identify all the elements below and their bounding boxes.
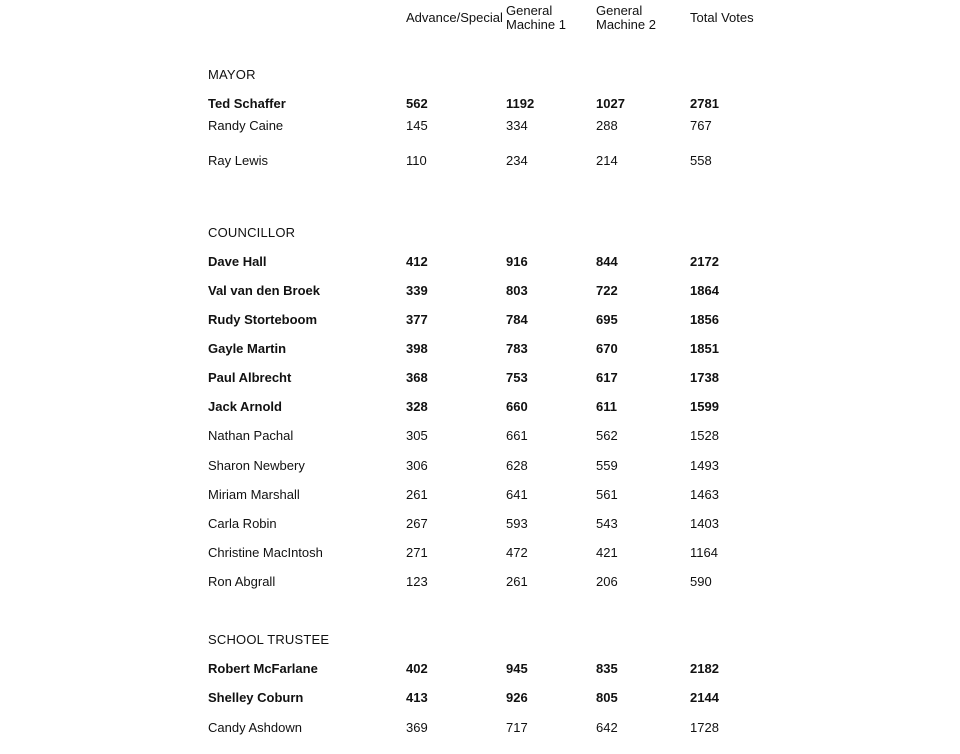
candidate-name: Jack Arnold <box>208 399 282 414</box>
total-votes: 1164 <box>690 545 718 560</box>
section-title-councillor: COUNCILLOR <box>208 225 296 240</box>
advance-votes: 306 <box>406 458 428 473</box>
advance-votes: 377 <box>406 312 428 327</box>
machine-2-votes: 642 <box>596 720 618 735</box>
machine-2-votes: 288 <box>596 118 618 133</box>
total-votes: 2182 <box>690 661 719 676</box>
machine-2-votes: 206 <box>596 574 618 589</box>
candidate-name: Miriam Marshall <box>208 487 300 502</box>
total-votes: 767 <box>690 118 712 133</box>
advance-votes: 123 <box>406 574 428 589</box>
candidate-name: Ray Lewis <box>208 153 268 168</box>
machine-2-votes: 670 <box>596 341 618 356</box>
candidate-name: Shelley Coburn <box>208 690 304 705</box>
table-row <box>0 152 960 170</box>
advance-votes: 412 <box>406 254 428 269</box>
table-row <box>0 369 960 387</box>
machine-1-votes: 1192 <box>506 96 535 111</box>
candidate-name: Rudy Storteboom <box>208 312 318 327</box>
advance-votes: 369 <box>406 720 428 735</box>
advance-votes: 562 <box>406 96 428 111</box>
machine-2-votes: 835 <box>596 661 618 676</box>
machine-1-votes: 661 <box>506 428 528 443</box>
machine-2-votes: 611 <box>596 399 617 414</box>
header-g2-line1: General <box>596 3 643 18</box>
machine-2-votes: 617 <box>596 370 618 385</box>
advance-votes: 261 <box>406 487 428 502</box>
advance-votes: 305 <box>406 428 428 443</box>
machine-1-votes: 945 <box>506 661 528 676</box>
machine-1-votes: 641 <box>506 487 528 502</box>
table-row <box>0 660 960 678</box>
table-row <box>0 253 960 271</box>
table-row <box>0 515 960 533</box>
machine-1-votes: 472 <box>506 545 528 560</box>
total-votes: 1463 <box>690 487 719 502</box>
candidate-name: Sharon Newbery <box>208 458 305 473</box>
table-row <box>0 95 960 113</box>
total-votes: 2172 <box>690 254 719 269</box>
machine-1-votes: 593 <box>506 516 528 531</box>
total-votes: 1728 <box>690 720 719 735</box>
machine-2-votes: 214 <box>596 153 618 168</box>
total-votes: 2144 <box>690 690 719 705</box>
advance-votes: 339 <box>406 283 428 298</box>
candidate-name: Val van den Broek <box>208 283 320 298</box>
table-row <box>0 689 960 707</box>
section-title-mayor: MAYOR <box>208 67 256 82</box>
advance-votes: 328 <box>406 399 428 414</box>
machine-2-votes: 722 <box>596 283 618 298</box>
machine-1-votes: 334 <box>506 118 528 133</box>
header-total-votes: Total Votes <box>690 10 754 25</box>
machine-2-votes: 559 <box>596 458 618 473</box>
machine-1-votes: 783 <box>506 341 528 356</box>
table-row <box>0 719 960 737</box>
machine-1-votes: 916 <box>506 254 528 269</box>
total-votes: 558 <box>690 153 712 168</box>
table-row <box>0 573 960 591</box>
machine-1-votes: 753 <box>506 370 528 385</box>
header-g1-line1: General <box>506 3 553 18</box>
total-votes: 1493 <box>690 458 719 473</box>
advance-votes: 398 <box>406 341 428 356</box>
candidate-name: Randy Caine <box>208 118 284 133</box>
advance-votes: 368 <box>406 370 428 385</box>
advance-votes: 402 <box>406 661 428 676</box>
candidate-name: Paul Albrecht <box>208 370 292 385</box>
total-votes: 1599 <box>690 399 719 414</box>
machine-1-votes: 628 <box>506 458 528 473</box>
header-general-machine-2 <box>596 4 656 32</box>
section-title-school-trustee: SCHOOL TRUSTEE <box>208 632 330 647</box>
machine-2-votes: 805 <box>596 690 618 705</box>
advance-votes: 145 <box>406 118 428 133</box>
machine-1-votes: 926 <box>506 690 528 705</box>
total-votes: 1738 <box>690 370 719 385</box>
header-general-machine-1 <box>506 4 566 32</box>
total-votes: 1528 <box>690 428 719 443</box>
candidate-name: Candy Ashdown <box>208 720 302 735</box>
table-row <box>0 486 960 504</box>
machine-2-votes: 561 <box>596 487 618 502</box>
table-row <box>0 117 960 135</box>
advance-votes: 267 <box>406 516 428 531</box>
candidate-name: Dave Hall <box>208 254 267 269</box>
table-row <box>0 282 960 300</box>
advance-votes: 413 <box>406 690 428 705</box>
total-votes: 1864 <box>690 283 719 298</box>
candidate-name: Gayle Martin <box>208 341 287 356</box>
candidate-name: Ted Schaffer <box>208 96 286 111</box>
total-votes: 2781 <box>690 96 719 111</box>
table-row <box>0 311 960 329</box>
header-g2-line2: Machine 2 <box>596 17 656 32</box>
advance-votes: 110 <box>406 153 427 168</box>
total-votes: 1403 <box>690 516 719 531</box>
machine-2-votes: 1027 <box>596 96 625 111</box>
machine-2-votes: 562 <box>596 428 618 443</box>
candidate-name: Nathan Pachal <box>208 428 294 443</box>
machine-2-votes: 844 <box>596 254 618 269</box>
total-votes: 1856 <box>690 312 719 327</box>
table-row <box>0 457 960 475</box>
candidate-name: Robert McFarlane <box>208 661 318 676</box>
header-advance: Advance/Special <box>406 10 503 25</box>
total-votes: 1851 <box>690 341 719 356</box>
total-votes: 590 <box>690 574 712 589</box>
machine-1-votes: 261 <box>506 574 528 589</box>
machine-1-votes: 234 <box>506 153 528 168</box>
table-row <box>0 544 960 562</box>
machine-1-votes: 784 <box>506 312 528 327</box>
machine-2-votes: 695 <box>596 312 618 327</box>
candidate-name: Carla Robin <box>208 516 277 531</box>
candidate-name: Christine MacIntosh <box>208 545 323 560</box>
candidate-name: Ron Abgrall <box>208 574 276 589</box>
advance-votes: 271 <box>406 545 428 560</box>
machine-1-votes: 717 <box>506 720 528 735</box>
machine-1-votes: 660 <box>506 399 528 414</box>
table-row <box>0 398 960 416</box>
table-row <box>0 340 960 358</box>
machine-1-votes: 803 <box>506 283 528 298</box>
machine-2-votes: 421 <box>596 545 618 560</box>
header-g1-line2: Machine 1 <box>506 17 566 32</box>
machine-2-votes: 543 <box>596 516 618 531</box>
table-row <box>0 427 960 445</box>
